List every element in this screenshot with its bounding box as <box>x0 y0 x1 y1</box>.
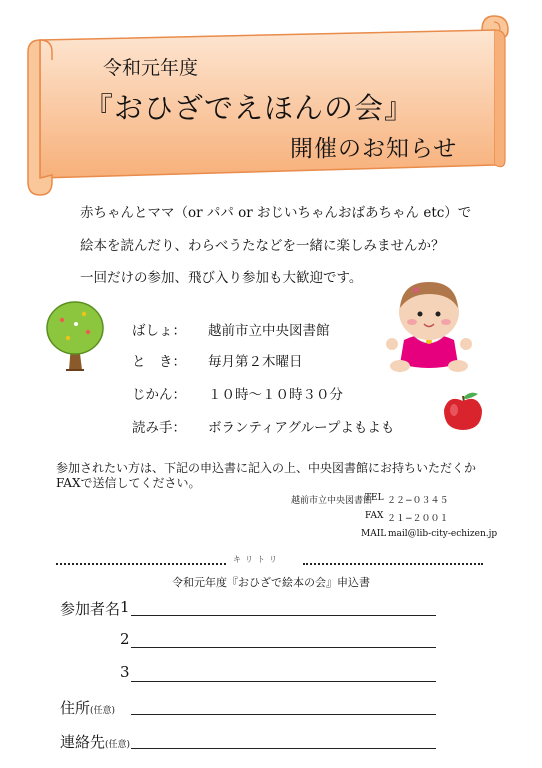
participant-2-field[interactable] <box>131 647 436 648</box>
contact-field-label <box>60 731 130 752</box>
instructions-line-1: 参加されたい方は、下記の申込書に記入の上、中央図書館にお持ちいただくか <box>56 461 477 475</box>
contact-mail: mail@lib-city-echizen.jp <box>388 529 498 539</box>
intro-line-2: 絵本を読んだり、わらべうたなどを一緒に楽しみませんか？ <box>80 238 445 254</box>
instructions-line-2: FAXで送信してください。 <box>56 476 201 490</box>
place-label: ばしょ： <box>132 323 186 339</box>
baby-icon <box>384 278 474 374</box>
contact-library: 越前市立中央図書館 <box>291 496 373 506</box>
participant-3-field[interactable] <box>131 681 436 682</box>
contact-field[interactable] <box>131 748 436 749</box>
contact-optional-note: (任意) <box>105 740 131 750</box>
time-label: じかん： <box>132 387 186 403</box>
participant-1-field[interactable] <box>131 615 436 616</box>
date-label: と き： <box>132 354 186 370</box>
date-value: 毎月第２木曜日 <box>208 354 303 370</box>
contact-tel-label: TEL <box>365 493 384 503</box>
participant-label: 参加者名 <box>60 600 121 618</box>
event-notice: 開催のお知らせ <box>290 136 458 162</box>
address-field[interactable] <box>131 714 436 715</box>
participant-number-3: 3 <box>120 663 130 681</box>
fiscal-year: 令和元年度 <box>103 57 199 79</box>
address-label <box>60 697 115 718</box>
address-optional-note: (任意) <box>90 706 116 716</box>
contact-fax: ２１−２００１ <box>387 514 449 524</box>
tree-icon <box>44 300 106 372</box>
address-label-text: 住所 <box>60 699 91 717</box>
participant-number-1: 1 <box>120 598 130 616</box>
intro-line-1: 赤ちゃんとママ（or パパ or おじいちゃんおばあちゃん etc）で <box>80 205 472 221</box>
contact-mail-label: MAIL <box>361 529 387 539</box>
cut-label: キリトリ <box>233 555 281 564</box>
contact-fax-label: FAX <box>365 511 384 521</box>
reader-value: ボランティアグループよもよも <box>208 420 395 436</box>
place-value: 越前市立中央図書館 <box>208 323 330 339</box>
contact-tel: ２２−０３４５ <box>387 496 449 506</box>
contact-label-text: 連絡先 <box>60 733 106 751</box>
reader-label: 読み手： <box>132 420 186 436</box>
event-title: 『おひざでえほんの会』 <box>84 91 415 125</box>
cut-line-right <box>303 563 483 565</box>
cut-line-left <box>56 563 226 565</box>
form-title: 令和元年度『おひざで絵本の会』申込書 <box>172 576 370 589</box>
participant-number-2: 2 <box>120 630 130 648</box>
time-value: １０時〜１０時３０分 <box>208 387 343 403</box>
apple-icon <box>440 386 486 432</box>
intro-line-3: 一回だけの参加、飛び入り参加も大歓迎です。 <box>80 270 363 286</box>
